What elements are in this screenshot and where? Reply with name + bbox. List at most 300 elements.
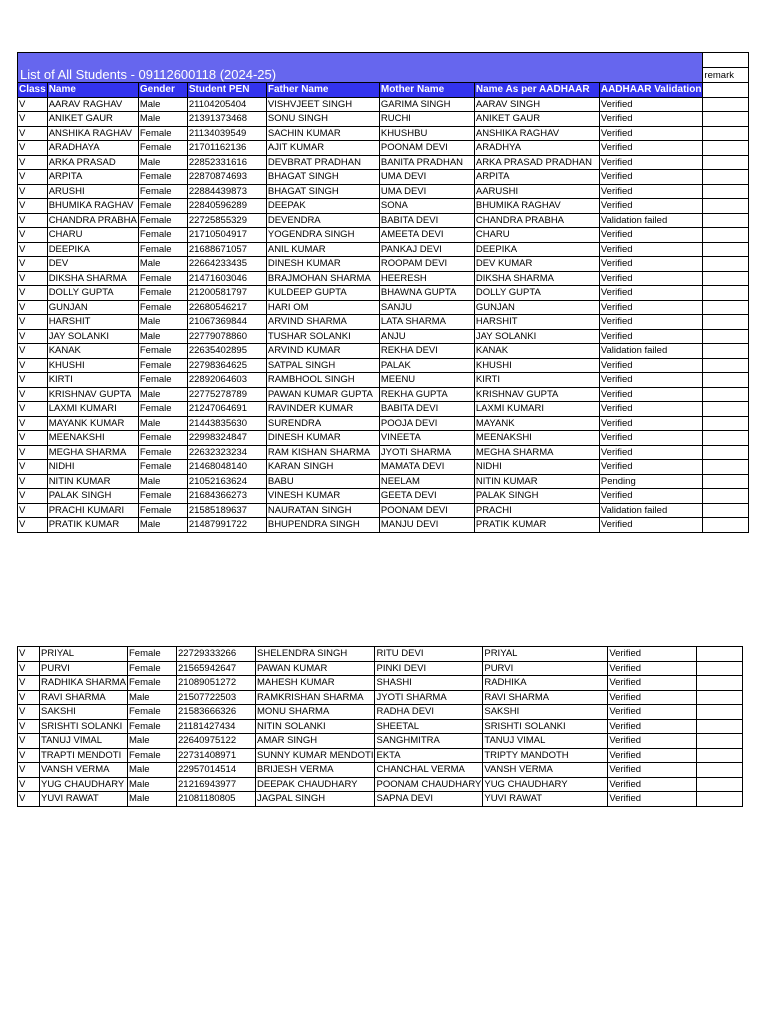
cell-mother-name[interactable]: JYOTI SHARMA — [379, 445, 474, 460]
cell-student-pen[interactable]: 21216943977 — [177, 777, 256, 792]
cell-remark[interactable] — [703, 271, 749, 286]
cell-remark[interactable] — [703, 184, 749, 199]
cell-remark[interactable] — [703, 489, 749, 504]
cell-gender[interactable]: Female — [138, 126, 187, 141]
cell-class[interactable]: V — [18, 199, 48, 214]
cell-mother-name[interactable]: UMA DEVI — [379, 184, 474, 199]
cell-student-pen[interactable]: 22640975122 — [177, 734, 256, 749]
cell-remark[interactable] — [697, 792, 743, 807]
cell-student-pen[interactable]: 22852331616 — [187, 155, 266, 170]
cell-class[interactable]: V — [18, 112, 48, 127]
cell-name[interactable]: MEENAKSHI — [47, 431, 138, 446]
cell-name[interactable]: MAYANK KUMAR — [47, 416, 138, 431]
cell-aadhaar-name[interactable]: DEV KUMAR — [474, 257, 599, 272]
cell-student-pen[interactable]: 21443835630 — [187, 416, 266, 431]
cell-gender[interactable]: Male — [138, 329, 187, 344]
cell-class[interactable]: V — [18, 431, 48, 446]
cell-mother-name[interactable]: MEENU — [379, 373, 474, 388]
cell-mother-name[interactable]: RUCHI — [379, 112, 474, 127]
cell-gender[interactable]: Female — [128, 647, 177, 662]
cell-name[interactable]: ARKA PRASAD — [47, 155, 138, 170]
cell-aadhaar-name[interactable]: NIDHI — [474, 460, 599, 475]
cell-class[interactable]: V — [18, 228, 48, 243]
remark-label[interactable]: remark — [703, 67, 749, 82]
cell-mother-name[interactable]: GARIMA SINGH — [379, 97, 474, 112]
cell-student-pen[interactable]: 21471603046 — [187, 271, 266, 286]
cell-aadhaar-validation[interactable]: Verified — [599, 387, 703, 402]
cell-remark[interactable] — [697, 690, 743, 705]
cell-aadhaar-name[interactable]: KRISHNAV GUPTA — [474, 387, 599, 402]
cell-father-name[interactable]: BHAGAT SINGH — [266, 170, 379, 185]
cell-aadhaar-name[interactable]: AARAV SINGH — [474, 97, 599, 112]
cell-mother-name[interactable]: POONAM CHAUDHARY — [376, 778, 482, 790]
cell-gender[interactable]: Female — [138, 199, 187, 214]
cell-name[interactable]: PRIYAL — [40, 647, 128, 662]
cell-remark[interactable] — [703, 460, 749, 475]
cell-gender[interactable]: Female — [128, 748, 177, 763]
cell-remark[interactable] — [703, 445, 749, 460]
cell-student-pen[interactable]: 21134039549 — [187, 126, 266, 141]
cell-name[interactable]: ARPITA — [47, 170, 138, 185]
cell-student-pen[interactable]: 22884439873 — [187, 184, 266, 199]
cell-student-pen[interactable]: 22840596289 — [187, 199, 266, 214]
cell-gender[interactable]: Female — [138, 213, 187, 228]
cell-aadhaar-validation[interactable]: Verified — [599, 141, 703, 156]
cell-student-pen[interactable]: 22957014514 — [177, 763, 256, 778]
cell-father-name[interactable]: RAVINDER KUMAR — [266, 402, 379, 417]
cell-aadhaar-validation[interactable]: Verified — [599, 112, 703, 127]
cell-mother-name[interactable]: BANITA PRADHAN — [379, 155, 474, 170]
cell-student-pen[interactable]: 22998324847 — [187, 431, 266, 446]
header-name[interactable]: Name — [47, 83, 138, 98]
cell-father-name[interactable]: PAWAN KUMAR GUPTA — [266, 387, 379, 402]
cell-aadhaar-name[interactable]: YUVI RAWAT — [483, 792, 608, 807]
cell-gender[interactable]: Male — [128, 777, 177, 792]
cell-gender[interactable]: Female — [138, 373, 187, 388]
cell-name[interactable]: YUVI RAWAT — [40, 792, 128, 807]
cell-name[interactable]: NITIN KUMAR — [47, 474, 138, 489]
cell-aadhaar-validation[interactable]: Verified — [599, 402, 703, 417]
cell-gender[interactable]: Male — [138, 112, 187, 127]
cell-father-name[interactable]: MAHESH KUMAR — [256, 676, 375, 691]
cell-gender[interactable]: Male — [128, 734, 177, 749]
cell-name[interactable]: HARSHIT — [47, 315, 138, 330]
cell-gender[interactable]: Male — [138, 416, 187, 431]
cell-class[interactable]: V — [18, 734, 40, 749]
cell-mother-name[interactable]: REKHA DEVI — [379, 344, 474, 359]
cell-student-pen[interactable]: 22892064603 — [187, 373, 266, 388]
cell-name[interactable]: MEGHA SHARMA — [47, 445, 138, 460]
cell-aadhaar-validation[interactable]: Verified — [599, 286, 703, 301]
cell-name[interactable]: JAY SOLANKI — [47, 329, 138, 344]
cell-gender[interactable]: Male — [128, 792, 177, 807]
cell-gender[interactable]: Female — [138, 489, 187, 504]
cell-mother-name[interactable]: AMEETA DEVI — [379, 228, 474, 243]
cell-class[interactable]: V — [18, 460, 48, 475]
cell-remark[interactable] — [703, 97, 749, 112]
cell-aadhaar-validation[interactable]: Verified — [599, 170, 703, 185]
cell-aadhaar-name[interactable]: TANUJ VIMAL — [483, 734, 608, 749]
cell-class[interactable]: V — [18, 344, 48, 359]
sheet-title[interactable]: List of All Students - 09112600118 (2024-25) — [18, 53, 703, 83]
cell-mother-name[interactable]: POONAM DEVI — [379, 141, 474, 156]
cell-student-pen[interactable]: 22731408971 — [177, 748, 256, 763]
cell-student-pen[interactable]: 21565942647 — [177, 661, 256, 676]
cell-remark[interactable] — [697, 734, 743, 749]
header-gender[interactable]: Gender — [138, 83, 187, 98]
cell-student-pen[interactable]: 21585189637 — [187, 503, 266, 518]
cell-father-name[interactable]: MONU SHARMA — [256, 705, 375, 720]
cell-class[interactable]: V — [18, 97, 48, 112]
cell-aadhaar-name[interactable]: SAKSHI — [483, 705, 608, 720]
cell-father-name[interactable]: ARVIND SHARMA — [266, 315, 379, 330]
cell-mother-name[interactable]: BABITA DEVI — [379, 213, 474, 228]
cell-aadhaar-validation[interactable]: Verified — [599, 489, 703, 504]
cell-mother-name[interactable]: PINKI DEVI — [375, 661, 483, 676]
cell-remark[interactable] — [703, 474, 749, 489]
cell-gender[interactable]: Female — [138, 344, 187, 359]
cell-remark[interactable] — [703, 518, 749, 533]
cell-class[interactable]: V — [18, 748, 40, 763]
cell-aadhaar-validation[interactable]: Verified — [599, 431, 703, 446]
cell-name[interactable]: SAKSHI — [40, 705, 128, 720]
cell-remark[interactable] — [697, 763, 743, 778]
cell-gender[interactable]: Female — [128, 661, 177, 676]
cell-class[interactable]: V — [18, 792, 40, 807]
cell-name[interactable]: ARUSHI — [47, 184, 138, 199]
cell-father-name[interactable]: SURENDRA — [266, 416, 379, 431]
cell-student-pen[interactable]: 21710504917 — [187, 228, 266, 243]
cell-name[interactable]: TRAPTI MENDOTI — [40, 748, 128, 763]
cell-father-name[interactable]: SATPAL SINGH — [266, 358, 379, 373]
cell-name[interactable]: SRISHTI SOLANKI — [40, 719, 128, 734]
cell-remark[interactable] — [703, 387, 749, 402]
cell-father-name[interactable]: SACHIN KUMAR — [266, 126, 379, 141]
cell-gender[interactable]: Female — [128, 705, 177, 720]
cell-aadhaar-validation[interactable]: Verified — [608, 734, 697, 749]
cell-class[interactable]: V — [18, 373, 48, 388]
cell-name[interactable]: RADHIKA SHARMA — [41, 677, 126, 688]
cell-father-name[interactable]: AMAR SINGH — [256, 734, 375, 749]
cell-remark[interactable] — [703, 329, 749, 344]
cell-class[interactable]: V — [18, 155, 48, 170]
cell-class[interactable]: V — [18, 402, 48, 417]
cell-aadhaar-validation[interactable]: Validation failed — [599, 503, 703, 518]
cell-mother-name[interactable]: SAPNA DEVI — [375, 792, 483, 807]
cell-mother-name[interactable]: LATA SHARMA — [379, 315, 474, 330]
cell-student-pen[interactable]: 21583666326 — [177, 705, 256, 720]
cell-aadhaar-name[interactable]: JAY SOLANKI — [474, 329, 599, 344]
cell-remark[interactable] — [703, 286, 749, 301]
cell-aadhaar-validation[interactable]: Verified — [608, 719, 697, 734]
cell-aadhaar-name[interactable]: RAVI SHARMA — [483, 690, 608, 705]
cell-remark[interactable] — [703, 213, 749, 228]
cell-father-name[interactable]: DEEPAK — [266, 199, 379, 214]
cell-name[interactable]: YUG CHAUDHARY — [40, 777, 128, 792]
cell-name[interactable]: ARADHAYA — [47, 141, 138, 156]
cell-aadhaar-validation[interactable]: Verified — [599, 155, 703, 170]
cell-aadhaar-validation[interactable]: Verified — [599, 242, 703, 257]
cell-class[interactable]: V — [18, 329, 48, 344]
cell-mother-name[interactable]: MAMATA DEVI — [379, 460, 474, 475]
cell-aadhaar-name[interactable]: RADHIKA — [483, 676, 608, 691]
cell-aadhaar-name[interactable]: SRISHTI SOLANKI — [483, 719, 608, 734]
cell-aadhaar-name[interactable]: PALAK SINGH — [474, 489, 599, 504]
cell-father-name[interactable]: RAMBHOOL SINGH — [266, 373, 379, 388]
cell-aadhaar-name[interactable]: MAYANK — [474, 416, 599, 431]
header-father-name[interactable]: Father Name — [266, 83, 379, 98]
cell-mother-name[interactable]: POONAM DEVI — [379, 503, 474, 518]
cell-gender[interactable]: Female — [138, 184, 187, 199]
cell-gender[interactable]: Female — [138, 358, 187, 373]
cell-father-name[interactable]: DINESH KUMAR — [266, 257, 379, 272]
cell-mother-name[interactable]: MANJU DEVI — [379, 518, 474, 533]
cell-name[interactable]: DEEPIKA — [47, 242, 138, 257]
cell-father-name[interactable]: BRIJESH VERMA — [256, 763, 375, 778]
cell-student-pen[interactable]: 21089051272 — [177, 676, 256, 691]
cell-remark[interactable] — [703, 402, 749, 417]
cell-student-pen[interactable]: 21081180805 — [177, 792, 256, 807]
cell-father-name[interactable]: BHAGAT SINGH — [266, 184, 379, 199]
cell-name[interactable]: KANAK — [47, 344, 138, 359]
cell-mother-name[interactable]: BHAWNA GUPTA — [379, 286, 474, 301]
cell-father-name[interactable]: TUSHAR SOLANKI — [266, 329, 379, 344]
cell-aadhaar-name[interactable]: CHARU — [474, 228, 599, 243]
cell-name[interactable]: KHUSHI — [47, 358, 138, 373]
cell-aadhaar-name[interactable]: CHANDRA PRABHA — [474, 213, 599, 228]
cell-name[interactable]: PALAK SINGH — [47, 489, 138, 504]
cell-class[interactable]: V — [18, 518, 48, 533]
cell-aadhaar-name[interactable]: HARSHIT — [474, 315, 599, 330]
cell-student-pen[interactable]: 22870874693 — [187, 170, 266, 185]
cell-father-name[interactable]: SUNNY KUMAR MENDOTI — [257, 749, 374, 761]
cell-gender[interactable]: Male — [138, 315, 187, 330]
cell-student-pen[interactable]: 21247064691 — [187, 402, 266, 417]
cell-aadhaar-name[interactable]: PRATIK KUMAR — [474, 518, 599, 533]
cell-gender[interactable]: Female — [138, 141, 187, 156]
cell-gender[interactable]: Male — [128, 690, 177, 705]
cell-aadhaar-name[interactable]: ARPITA — [474, 170, 599, 185]
cell-remark[interactable] — [703, 199, 749, 214]
cell-mother-name[interactable]: EKTA — [375, 748, 483, 763]
cell-class[interactable]: V — [18, 661, 40, 676]
cell-father-name[interactable]: VINESH KUMAR — [266, 489, 379, 504]
cell-father-name[interactable]: NAURATAN SINGH — [266, 503, 379, 518]
cell-gender[interactable]: Female — [138, 170, 187, 185]
cell-student-pen[interactable]: 21507722503 — [177, 690, 256, 705]
cell-aadhaar-validation[interactable]: Verified — [608, 661, 697, 676]
cell-gender[interactable]: Female — [138, 242, 187, 257]
cell-student-pen[interactable]: 22635402895 — [187, 344, 266, 359]
cell-father-name[interactable]: KULDEEP GUPTA — [266, 286, 379, 301]
cell-name[interactable]: AARAV RAGHAV — [47, 97, 138, 112]
cell-aadhaar-validation[interactable]: Verified — [599, 373, 703, 388]
cell-name[interactable]: KIRTI — [47, 373, 138, 388]
cell-mother-name[interactable]: POOJA DEVI — [379, 416, 474, 431]
cell-remark[interactable] — [703, 141, 749, 156]
cell-aadhaar-validation[interactable]: Verified — [599, 518, 703, 533]
cell-mother-name[interactable]: SHEETAL — [375, 719, 483, 734]
cell-class[interactable]: V — [18, 705, 40, 720]
cell-mother-name[interactable]: SONA — [379, 199, 474, 214]
cell-mother-name[interactable]: PANKAJ DEVI — [379, 242, 474, 257]
cell-remark[interactable] — [703, 416, 749, 431]
cell-aadhaar-validation[interactable]: Verified — [599, 271, 703, 286]
cell-aadhaar-name[interactable]: KHUSHI — [474, 358, 599, 373]
cell-remark[interactable] — [703, 257, 749, 272]
cell-name[interactable]: PRATIK KUMAR — [47, 518, 138, 533]
cell-father-name[interactable]: NITIN SOLANKI — [256, 719, 375, 734]
cell-class[interactable]: V — [18, 416, 48, 431]
cell-aadhaar-name[interactable]: TRIPTY MANDOTH — [483, 748, 608, 763]
cell-father-name[interactable]: PAWAN KUMAR — [256, 661, 375, 676]
cell-name[interactable]: CHARU — [47, 228, 138, 243]
cell-gender[interactable]: Female — [138, 503, 187, 518]
cell-class[interactable]: V — [18, 690, 40, 705]
cell-aadhaar-name[interactable]: DEEPIKA — [474, 242, 599, 257]
cell-student-pen[interactable]: 21067369844 — [187, 315, 266, 330]
cell-gender[interactable]: Female — [138, 445, 187, 460]
cell-father-name[interactable]: HARI OM — [266, 300, 379, 315]
cell-father-name[interactable]: SHELENDRA SINGH — [256, 647, 375, 662]
cell-remark[interactable] — [703, 155, 749, 170]
cell-class[interactable]: V — [18, 286, 48, 301]
cell-aadhaar-name[interactable]: BHUMIKA RAGHAV — [474, 199, 599, 214]
cell-father-name[interactable]: DEEPAK CHAUDHARY — [256, 777, 375, 792]
cell-father-name[interactable]: DEVBRAT PRADHAN — [266, 155, 379, 170]
cell-father-name[interactable]: YOGENDRA SINGH — [266, 228, 379, 243]
cell-student-pen[interactable]: 22779078860 — [187, 329, 266, 344]
cell-student-pen[interactable]: 22632323234 — [187, 445, 266, 460]
cell-remark[interactable] — [703, 242, 749, 257]
cell-name[interactable]: ANIKET GAUR — [47, 112, 138, 127]
cell-mother-name[interactable]: ANJU — [379, 329, 474, 344]
cell-father-name[interactable]: VISHVJEET SINGH — [266, 97, 379, 112]
cell-father-name[interactable]: KARAN SINGH — [266, 460, 379, 475]
cell-father-name[interactable]: DEVENDRA — [266, 213, 379, 228]
cell-mother-name[interactable]: ROOPAM DEVI — [379, 257, 474, 272]
cell-class[interactable]: V — [18, 647, 40, 662]
cell-mother-name[interactable]: PALAK — [379, 358, 474, 373]
cell-aadhaar-validation[interactable]: Verified — [608, 647, 697, 662]
cell-student-pen[interactable]: 22798364625 — [187, 358, 266, 373]
cell-father-name[interactable]: SONU SINGH — [266, 112, 379, 127]
cell-gender[interactable]: Female — [138, 402, 187, 417]
cell-class[interactable]: V — [18, 489, 48, 504]
header-class[interactable]: Class — [19, 84, 46, 95]
cell-aadhaar-name[interactable]: ANSHIKA RAGHAV — [474, 126, 599, 141]
cell-gender[interactable]: Male — [138, 518, 187, 533]
cell-remark[interactable] — [697, 777, 743, 792]
cell-mother-name[interactable]: RITU DEVI — [375, 647, 483, 662]
cell-mother-name[interactable]: SHASHI — [375, 676, 483, 691]
cell-name[interactable]: CHANDRA PRABHA — [48, 214, 137, 226]
cell-aadhaar-name[interactable]: MEGHA SHARMA — [474, 445, 599, 460]
cell-student-pen[interactable]: 22775278789 — [187, 387, 266, 402]
cell-gender[interactable]: Female — [138, 300, 187, 315]
cell-remark[interactable] — [703, 112, 749, 127]
header-student-pen[interactable]: Student PEN — [187, 83, 266, 98]
cell-mother-name[interactable]: JYOTI SHARMA — [375, 690, 483, 705]
header-remark[interactable] — [703, 83, 749, 98]
cell-aadhaar-validation[interactable]: Verified — [599, 184, 703, 199]
cell-class[interactable]: V — [18, 184, 48, 199]
cell-mother-name[interactable]: CHANCHAL VERMA — [375, 763, 483, 778]
cell-aadhaar-validation[interactable]: Verified — [608, 763, 697, 778]
cell-aadhaar-validation[interactable]: Verified — [608, 676, 697, 691]
cell-mother-name[interactable]: SANJU — [379, 300, 474, 315]
cell-father-name[interactable]: ANIL KUMAR — [266, 242, 379, 257]
cell-father-name[interactable]: DINESH KUMAR — [266, 431, 379, 446]
cell-aadhaar-validation[interactable]: Verified — [599, 97, 703, 112]
cell-student-pen[interactable]: 21181427434 — [177, 719, 256, 734]
cell-student-pen[interactable]: 21391373468 — [187, 112, 266, 127]
cell-name[interactable]: PRACHI KUMARI — [47, 503, 138, 518]
cell-class[interactable]: V — [18, 474, 48, 489]
cell-remark[interactable] — [697, 705, 743, 720]
cell-class[interactable]: V — [18, 141, 48, 156]
cell-gender[interactable]: Male — [138, 474, 187, 489]
cell-student-pen[interactable]: 22664233435 — [187, 257, 266, 272]
cell-aadhaar-validation[interactable]: Verified — [608, 690, 697, 705]
cell-aadhaar-validation[interactable]: Pending — [599, 474, 703, 489]
cell-remark[interactable] — [703, 300, 749, 315]
cell-father-name[interactable]: ARVIND KUMAR — [266, 344, 379, 359]
cell-remark[interactable] — [703, 126, 749, 141]
cell-father-name[interactable]: BRAJMOHAN SHARMA — [266, 271, 379, 286]
cell-class[interactable]: V — [18, 126, 48, 141]
cell-aadhaar-validation[interactable]: Verified — [599, 126, 703, 141]
cell-aadhaar-name[interactable]: ARADHYA — [474, 141, 599, 156]
cell-student-pen[interactable]: 21688671057 — [187, 242, 266, 257]
cell-aadhaar-validation[interactable]: Verified — [608, 792, 697, 807]
cell-aadhaar-validation[interactable]: Verified — [599, 416, 703, 431]
header-mother-name[interactable]: Mother Name — [379, 83, 474, 98]
cell-aadhaar-name[interactable]: DIKSHA SHARMA — [474, 271, 599, 286]
cell-remark[interactable] — [697, 676, 743, 691]
cell-mother-name[interactable]: GEETA DEVI — [379, 489, 474, 504]
cell-class[interactable]: V — [18, 445, 48, 460]
cell-aadhaar-name[interactable]: LAXMI KUMARI — [474, 402, 599, 417]
cell-aadhaar-name[interactable]: AARUSHI — [474, 184, 599, 199]
cell-aadhaar-name[interactable]: PRIYAL — [483, 647, 608, 662]
cell-class[interactable]: V — [18, 358, 48, 373]
cell-student-pen[interactable]: 21684366273 — [187, 489, 266, 504]
cell-father-name[interactable]: AJIT KUMAR — [266, 141, 379, 156]
cell-class[interactable]: V — [18, 387, 48, 402]
cell-remark[interactable] — [703, 344, 749, 359]
cell-class[interactable]: V — [18, 315, 48, 330]
cell-aadhaar-validation[interactable]: Verified — [599, 460, 703, 475]
cell-aadhaar-validation[interactable]: Verified — [599, 199, 703, 214]
cell-gender[interactable]: Female — [138, 286, 187, 301]
cell-aadhaar-validation[interactable]: Verified — [608, 705, 697, 720]
cell-gender[interactable]: Male — [138, 155, 187, 170]
cell-gender[interactable]: Male — [128, 763, 177, 778]
cell-remark[interactable] — [703, 373, 749, 388]
header-aadhaar-name[interactable]: Name As per AADHAAR — [474, 83, 599, 98]
cell-father-name[interactable]: JAGPAL SINGH — [256, 792, 375, 807]
cell-father-name[interactable]: RAM KISHAN SHARMA — [266, 445, 379, 460]
cell-remark[interactable] — [697, 719, 743, 734]
cell-mother-name[interactable]: REKHA GUPTA — [379, 387, 474, 402]
cell-remark[interactable] — [703, 431, 749, 446]
cell-aadhaar-validation[interactable]: Verified — [608, 777, 697, 792]
cell-aadhaar-validation[interactable]: Verified — [599, 315, 703, 330]
cell-aadhaar-validation[interactable]: Verified — [599, 257, 703, 272]
cell-gender[interactable]: Male — [138, 97, 187, 112]
cell-name[interactable]: NIDHI — [47, 460, 138, 475]
